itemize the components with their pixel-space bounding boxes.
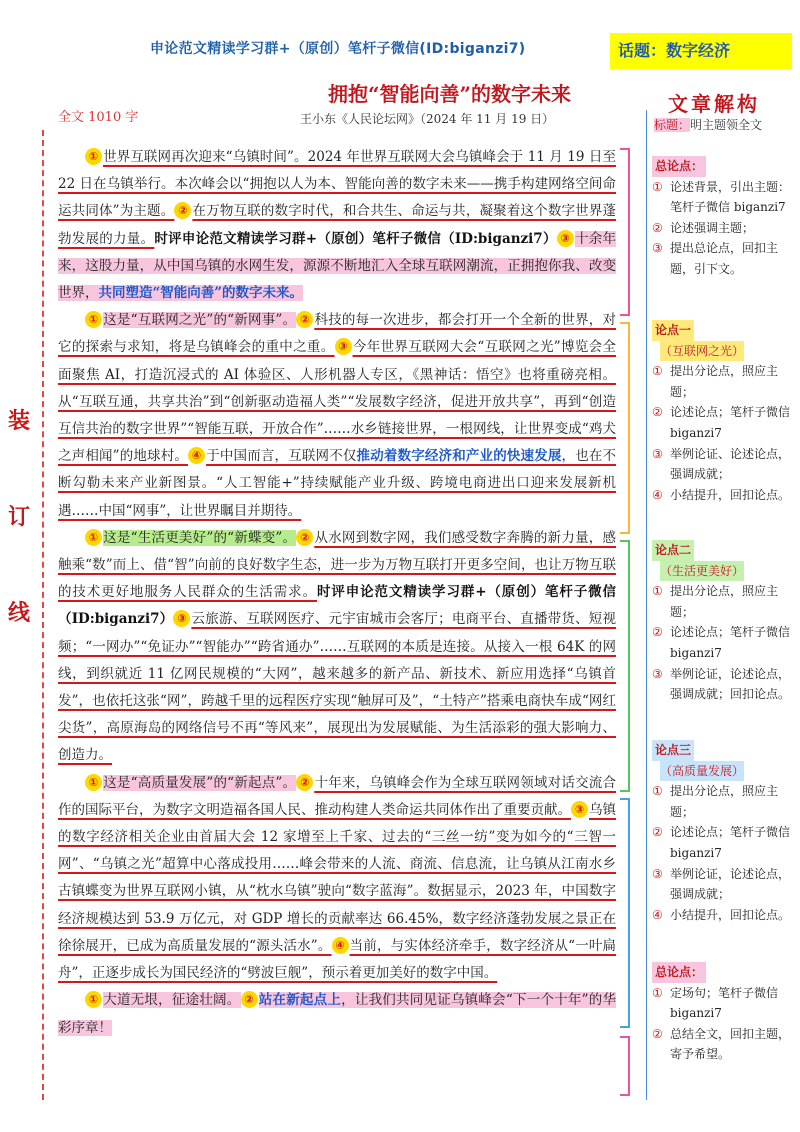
paragraph-2: [58, 307, 616, 525]
structure-item: ④ 小结提升，回扣论点。: [652, 907, 791, 922]
sentence: 在万物互联的数字时代，和合共生、命运与共，凝聚着这个数字世界蓬勃发展的力量。: [58, 203, 616, 247]
structure-item: ② 论述论点；笔杆子微信 biganzi7: [652, 825, 791, 860]
structure-item: ① 论述背景，引出主题：笔杆子微信 biganzi7: [652, 179, 791, 215]
section-heading: 总论点：: [652, 156, 706, 177]
sentence: ，让我们共同见证乌镇峰会“下一个十年”的华彩序章！: [58, 992, 617, 1036]
section-subheading: （高质量发展）: [660, 761, 744, 782]
argument-sentence: 这是“高质量发展”的“新起点”。: [103, 774, 297, 791]
binding-char-2: 订: [8, 504, 31, 530]
sentence-number: ④: [332, 937, 349, 954]
paragraph-4: [58, 770, 616, 988]
structure-section-intro: [652, 156, 792, 280]
thesis-emphasis: 共同塑造“智能向善”的数字未来。: [98, 285, 304, 302]
sentence-number: ①: [85, 529, 102, 546]
brace-point-three: [620, 798, 630, 1028]
structure-item: ② 总结全文，回扣主题，寄予希望。: [652, 1026, 791, 1062]
structure-title: 文章解构: [668, 92, 760, 116]
sentence-number: ①: [85, 311, 102, 328]
sentence: 世界互联网再次迎来“乌镇时间”。2024 年世界互联网大会乌镇峰会于 11 月 19 日至 22 日在乌镇举行。本次峰会以“拥抱以人为本、智能向善的数字未来——携手构建网络空间命运共同体”为主题。: [58, 149, 616, 220]
structure-item: ① 定场句；笔杆子微信 biganzi7: [652, 985, 779, 1021]
section-subheading: （生活更美好）: [660, 561, 744, 582]
sentence-number: ①: [85, 774, 102, 791]
brace-point-one: [620, 322, 630, 534]
sentence-number: ①: [85, 148, 102, 165]
sentence-number: ②: [296, 529, 313, 546]
sentence: 大道无垠，征途壮阔。: [103, 992, 241, 1009]
structure-section-point-two: [652, 540, 792, 705]
sentence: 当前，与实体经济牵手，数字经济从“一叶扁舟”，正逐步成长为国民经济的“劈波巨舰”，预示着更加美好的数字中国。: [58, 937, 616, 982]
sentence-number: ③: [173, 610, 190, 627]
promo-text: 时评申论范文精读学习群+（原创）笔杆子微信（ID:biganzi7）: [154, 230, 557, 247]
sentence-number: ③: [557, 230, 574, 247]
sentence-number: ①: [85, 991, 102, 1008]
structure-item: ① 提出分论点，照应主题；: [652, 364, 779, 399]
structure-section-point-one: [652, 320, 792, 505]
section-heading: 论点三: [652, 740, 694, 761]
sentence-number: ②: [296, 311, 313, 328]
section-subheading: （互联网之光）: [660, 341, 744, 362]
study-group-header: 申论范文精读学习群+（原创）笔杆子微信(ID:biganzi7): [150, 41, 526, 57]
thesis-sentence: 十余年来，这股力量，从中国乌镇的水网生发，源源不断地汇入全球互联网潮流，正拥抱你我、改变世界，: [58, 230, 617, 302]
paragraph-1: [58, 144, 616, 307]
structure-item: ③ 举例论证、论述论点，强调成就；: [652, 446, 791, 482]
title-tag-text: 明主题领全文: [690, 118, 763, 132]
word-count: 全文 1010 字: [58, 110, 139, 125]
topic-badge: 话题：数字经济: [610, 33, 792, 69]
sentence-number: ②: [241, 991, 258, 1008]
emphasis-text: 推动着数字经济和产业的快速发展: [356, 448, 562, 465]
structure-item: ④ 小结提升，回扣论点。: [652, 487, 791, 502]
title-note: [654, 116, 762, 133]
emphasis-text: 站在新起点上: [258, 992, 342, 1009]
sentence: ，也在不断勾勒未来产业新图景。“人工智能+”持续赋能产业升级、跨境电商进出口迎来发展新机遇……中国“网事”，让世界瞩目并期待。: [58, 448, 617, 519]
brace-point-two: [620, 540, 630, 792]
sentence: 于中国而言，互联网不仅: [206, 448, 357, 465]
argument-sentence: 这是“互联网之光”的“新网事”。: [103, 312, 297, 329]
promo-text: 时评申论范文精读学习群+（原创）笔杆子微信（ID:biganzi7）: [58, 584, 617, 628]
title-tag: 标题：: [654, 118, 691, 132]
section-heading: 论点一: [652, 320, 694, 341]
section-heading: 论点二: [652, 540, 694, 561]
sentence-number: ③: [335, 338, 352, 355]
binding-dashed-line: [42, 130, 44, 1100]
structure-section-point-three: [652, 740, 792, 925]
sentence: 科技的每一次进步，都会打开一个全新的世界，对它的探索与求知，将是乌镇峰会的重中之重。: [58, 312, 616, 356]
sentence-number: ③: [571, 801, 588, 818]
article-source: 王小东《人民论坛网》（2024 年 11 月 19 日）: [300, 112, 555, 126]
structure-item: ② 论述强调主题；: [652, 220, 755, 235]
structure-divider: [646, 110, 647, 1100]
sentence-number: ④: [188, 447, 205, 464]
brace-intro: [620, 148, 630, 316]
article-title: 拥抱“智能向善”的数字未来: [328, 82, 572, 106]
structure-item: ③ 举例论证，论述论点，强调成就；回扣论点。: [652, 666, 791, 702]
sentence: 十年来，乌镇峰会作为全球互联网领域对话交流合作的国际平台，为数字文明造福各国人民、推动构建人类命运共同体作出了重要贡献。: [58, 774, 616, 818]
structure-item: ③ 提出总论点，回扣主题，引下文。: [652, 241, 779, 276]
sentence: 乌镇的数字经济相关企业由首届大会 12 家增至上千家、过去的“三丝一纺”变为如今的“三智一网”、“乌镇之光”超算中心落成投用……峰会带来的人流、商流、信息流，让乌镇从江南水乡古镇蝶变为世界互联网小镇，从“枕水乌镇”驶向“数字蓝海”。数据显示，2023 年，中国数字经济规模达到 53.9 万亿元，对 GDP 增长的贡献率达 66.45%，数字经济蓬勃发展之景正在徐徐展开，已成为高质量发展的“源头活水”。: [58, 801, 616, 954]
section-heading: 总论点：: [652, 962, 706, 983]
structure-item: ② 论述论点；笔杆子微信 biganzi7: [652, 405, 791, 440]
sentence: 从水网到数字网，我们感受数字奔腾的新力量，感触乘“数”而上、借“智”向前的良好数字生态，进一步为万物互联打开更多空间，也让万物互联的技术更好地服务人民群众的生活需求。: [58, 529, 616, 601]
argument-sentence: 这是“生活更美好”的“新蝶变”。: [103, 529, 297, 546]
sentence: 今年世界互联网大会“互联网之光”博览会全面聚焦 AI，打造沉浸式的 AI 体验区、人形机器人专区，《黑神话：悟空》也将重磅亮相。从“互联互通，共享共治”到“创新驱动造福人类”“发展数字经济，促进开放共享”，再到“创造互信共治的数字世界”“智能互联，开放合作”……水乡链接世界，一根网线，让世界变成“鸡犬之声相闻”的地球村。: [58, 339, 616, 465]
binding-char-3: 线: [8, 600, 31, 626]
structure-item: ② 论述论点；笔杆子微信 biganzi7: [652, 625, 791, 660]
sentence: 云旅游、互联网医疗、元宇宙城市会客厅；电商平台、直播带货、短视频；“一网办”“免证办”“智能办”“跨省通办”……互联网的本质是连接。从接入一根 64K 的网线，到织就近 11 亿网民规模的“大网”，越来越多的新产品、新技术、新应用选择“乌镇首发”，也依托这张“网”，跨越千里的远程医疗实现“触屏可及”，“土特产”搭乘电商快车成“网红尖货”，高原海岛的网络信号不再“等风来”，展现出为发展赋能、为生活添彩的强大影响力、创造力。: [58, 611, 616, 764]
structure-section-conclusion: [652, 962, 792, 1065]
sentence-number: ②: [296, 774, 313, 791]
brace-conclusion: [620, 1036, 630, 1096]
paragraph-5: [58, 987, 616, 1041]
article-body: [58, 144, 616, 1042]
sentence-number: ②: [174, 202, 191, 219]
structure-item: ① 提出分论点，照应主题；: [652, 784, 779, 819]
paragraph-3: [58, 525, 616, 770]
binding-char-1: 装: [8, 408, 31, 434]
structure-item: ① 提出分论点，照应主题；: [652, 584, 779, 619]
structure-item: ③ 举例论证，论述论点，强调成就；: [652, 866, 791, 902]
